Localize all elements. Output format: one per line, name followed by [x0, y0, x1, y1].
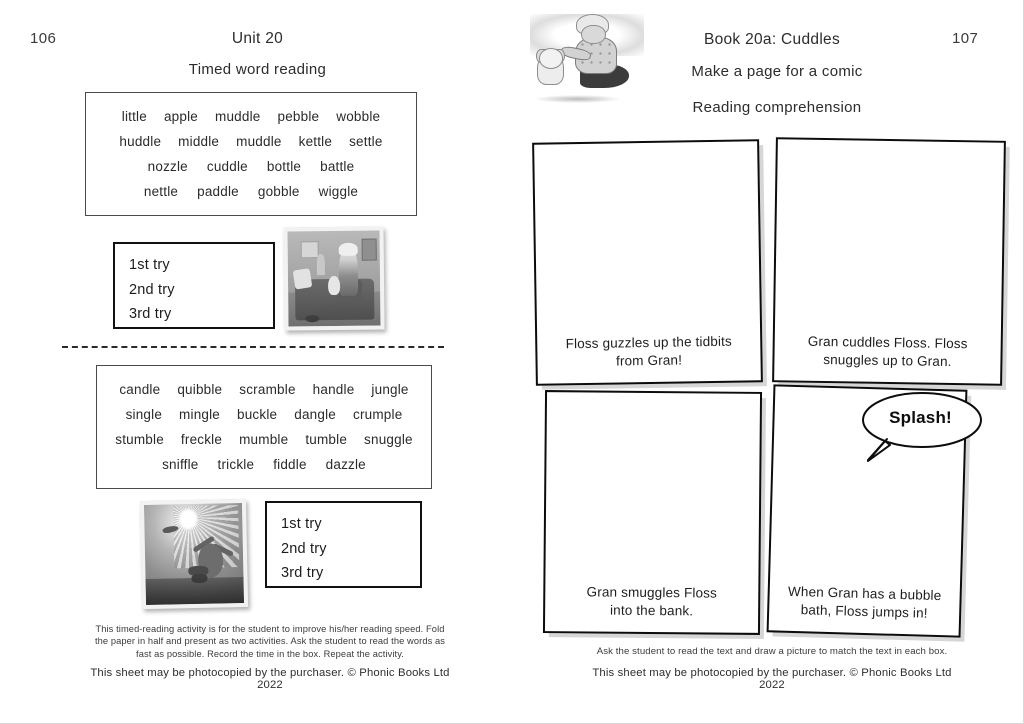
- word: battle: [320, 159, 355, 174]
- word: tumble: [305, 432, 348, 447]
- word-row: [96, 134, 406, 149]
- try-line: 3rd try: [129, 306, 172, 322]
- word: crumple: [353, 407, 403, 422]
- try-line: 1st try: [129, 257, 170, 273]
- word: candle: [119, 382, 161, 397]
- right-page: [512, 0, 1024, 724]
- speech-bubble-text: Splash!: [889, 408, 952, 427]
- word-row: [107, 457, 421, 472]
- left-copyright: This sheet may be photocopied by the purchaser. © Phonic Books Ltd 2022: [90, 667, 450, 691]
- word: quibble: [177, 382, 223, 397]
- word-row: [107, 407, 421, 422]
- word-row: [107, 382, 421, 397]
- right-page-number: 107: [952, 30, 979, 47]
- word: buckle: [237, 407, 278, 422]
- word: sniffle: [162, 457, 199, 472]
- try-line: 1st try: [281, 516, 322, 532]
- word: nettle: [143, 184, 179, 199]
- unit-title: Unit 20: [231, 30, 284, 47]
- comic-panel-1[interactable]: [532, 139, 763, 386]
- left-page-number: 106: [30, 30, 57, 47]
- word: scramble: [239, 382, 296, 397]
- try-box-2[interactable]: [265, 501, 422, 588]
- word: handle: [312, 382, 355, 397]
- photo-living-room-content: [288, 231, 381, 327]
- comic-panel-1-caption: Floss guzzles up the tidbits from Gran!: [565, 333, 733, 369]
- book-title: Book 20a: Cuddles: [703, 31, 841, 48]
- word: paddle: [197, 184, 239, 199]
- word: middle: [178, 134, 220, 149]
- section-title: Reading comprehension: [692, 99, 862, 116]
- activity-title: Timed word reading: [188, 61, 327, 78]
- word: kettle: [298, 134, 333, 149]
- try-box-1[interactable]: [113, 242, 275, 329]
- word: muddle: [215, 109, 261, 124]
- comic-panel-3[interactable]: [543, 390, 762, 635]
- word: single: [125, 407, 163, 422]
- right-copyright: This sheet may be photocopied by the purchaser. © Phonic Books Ltd 2022: [592, 667, 952, 691]
- word: dazzle: [325, 457, 366, 472]
- word: freckle: [180, 432, 223, 447]
- try-line: 2nd try: [129, 281, 175, 298]
- left-teacher-note: This timed-reading activity is for the student to improve his/her reading speed. Fold the paper in half and present as two activities. Ask the student to read the words as fast as possible. Record the time in the box. Repeat the activity.: [94, 624, 446, 659]
- word: wiggle: [318, 184, 359, 199]
- try-line: 3rd try: [281, 565, 324, 581]
- try-line: 2nd try: [281, 540, 327, 557]
- photo-living-room: [283, 226, 384, 330]
- word: little: [121, 109, 147, 124]
- word: apple: [163, 109, 199, 124]
- comic-panel-2-caption: Gran cuddles Floss. Floss snuggles up to Gran.: [807, 333, 968, 369]
- photo-storm-scene: [140, 499, 248, 609]
- photo-storm-scene-content: [144, 503, 244, 605]
- word: mingle: [179, 407, 221, 422]
- illustration-gran-and-dog: [528, 8, 646, 108]
- speech-bubble-splash: [854, 389, 987, 465]
- word: mumble: [239, 432, 289, 447]
- word-row: [96, 184, 406, 199]
- right-teacher-note: Ask the student to read the text and draw a picture to match the text in each box.: [596, 646, 948, 657]
- word-list-box-2: [96, 365, 432, 489]
- word: stumble: [115, 432, 164, 447]
- comic-panel-2[interactable]: [772, 137, 1006, 386]
- word: trickle: [217, 457, 255, 472]
- word: wobble: [336, 109, 381, 124]
- word: nozzle: [147, 159, 188, 174]
- word: snuggle: [364, 432, 413, 447]
- word-row: [96, 159, 406, 174]
- word: dangle: [294, 407, 336, 422]
- word-row: [107, 432, 421, 447]
- word: pebble: [277, 109, 320, 124]
- word: gobble: [257, 184, 300, 199]
- word: jungle: [371, 382, 409, 397]
- word: bottle: [266, 159, 302, 174]
- word-list-box-1: [85, 92, 417, 216]
- fold-dashed-line: [62, 346, 444, 348]
- comic-panel-3-caption: Gran smuggles Floss into the bank.: [586, 584, 718, 618]
- word: huddle: [119, 134, 162, 149]
- word: muddle: [236, 134, 282, 149]
- word: fiddle: [273, 457, 307, 472]
- comic-activity-title: Make a page for a comic: [691, 63, 863, 80]
- word-row: [96, 109, 406, 124]
- comic-panel-4-caption: When Gran has a bubble bath, Floss jumps in!: [787, 583, 942, 621]
- word: cuddle: [206, 159, 248, 174]
- word: settle: [349, 134, 383, 149]
